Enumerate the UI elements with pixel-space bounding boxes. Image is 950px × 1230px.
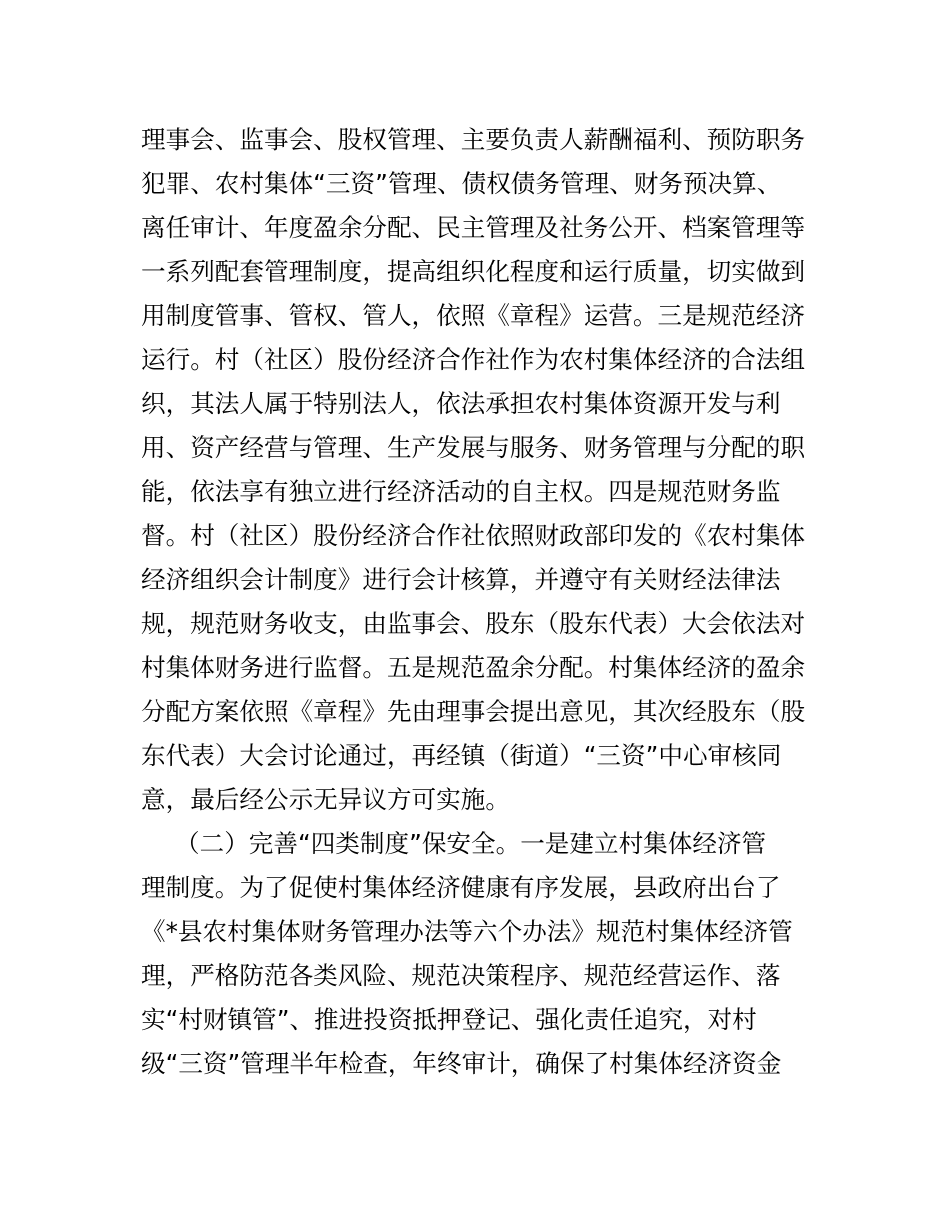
text-line: 东代表）大会讨论通过，再经镇（街道）“三资”中心审核同: [141, 741, 782, 770]
body-text: [141, 118, 821, 1086]
text-line: 离任审计、年度盈余分配、民主管理及社务公开、档案管理等: [141, 213, 806, 242]
text-line: 规，规范财务收支，由监事会、股东（股东代表）大会依法对: [141, 609, 806, 638]
text-line: 经济组织会计制度》进行会计核算，并遵守有关财经法律法: [141, 565, 781, 594]
text-line: 织，其法人属于特别法人，依法承担农村集体资源开发与利: [141, 389, 781, 418]
text-line: 村集体财务进行监督。五是规范盈余分配。村集体经济的盈余: [141, 653, 806, 682]
text-line: 用、资产经营与管理、生产发展与服务、财务管理与分配的职: [141, 433, 806, 462]
text-line: 理，严格防范各类风险、规范决策程序、规范经营运作、落: [141, 961, 781, 990]
text-line: 实“村财镇管”、推进投资抵押登记、强化责任追究，对村: [141, 1005, 757, 1034]
text-line: 理制度。为了促使村集体经济健康有序发展，县政府出台了: [141, 873, 781, 902]
section-heading-line: （二）完善“四类制度”保安全。一是建立村集体经济管: [175, 829, 767, 858]
text-line: 犯罪、农村集体“三资”管理、债权债务管理、财务预决算、: [141, 169, 782, 198]
text-line: 级“三资”管理半年检查，年终审计，确保了村集体经济资金: [141, 1049, 782, 1078]
text-line: 意，最后经公示无异议方可实施。: [141, 785, 510, 814]
text-line: 督。村（社区）股份经济合作社依照财政部印发的《农村集体: [141, 521, 806, 550]
text-line: 《*县农村集体财务管理办法等六个办法》规范村集体经济管: [141, 917, 793, 946]
text-line: 一系列配套管理制度，提高组织化程度和运行质量，切实做到: [141, 257, 806, 286]
text-line: 分配方案依照《章程》先由理事会提出意见，其次经股东（股: [141, 697, 806, 726]
text-line: 运行。村（社区）股份经济合作社作为农村集体经济的合法组: [141, 345, 806, 374]
text-line: 能，依法享有独立进行经济活动的自主权。四是规范财务监: [141, 477, 781, 506]
text-line: 用制度管事、管权、管人，依照《章程》运营。三是规范经济: [141, 301, 806, 330]
text-line: 理事会、监事会、股权管理、主要负责人薪酬福利、预防职务: [141, 125, 806, 154]
